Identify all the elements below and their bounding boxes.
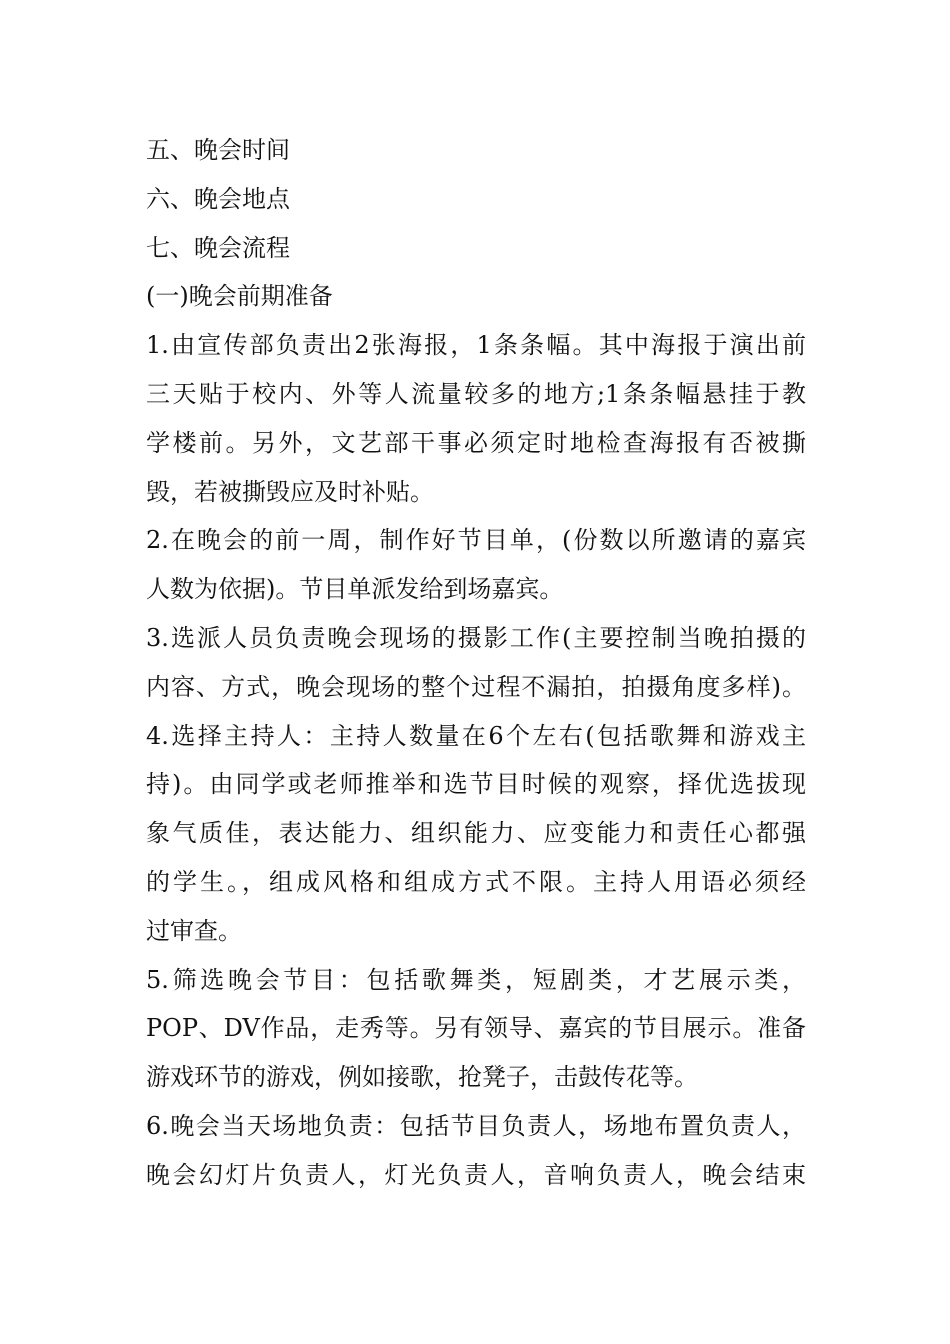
- paragraph-line: 2.在晚会的前一周，制作好节目单，(份数以所邀请的嘉宾: [146, 526, 806, 555]
- paragraph-line: 的学生。，组成风格和组成方式不限。主持人用语必须经: [146, 867, 806, 896]
- paragraph-line: 学楼前。另外，文艺部干事必须定时地检查海报有否被撕: [146, 428, 806, 457]
- paragraph-line: 过审查。: [146, 916, 242, 945]
- paragraph-line: 游戏环节的游戏，例如接歌，抢凳子，击鼓传花等。: [146, 1063, 698, 1092]
- paragraph-line: 6.晚会当天场地负责：包括节目负责人，场地布置负责人，: [146, 1111, 806, 1140]
- subsection-heading-preparation: (一)晚会前期准备: [146, 282, 333, 311]
- paragraph-line: 象气质佳，表达能力、组织能力、应变能力和责任心都强: [146, 819, 806, 848]
- paragraph-line: 内容、方式，晚会现场的整个过程不漏拍，拍摄角度多样)。: [146, 672, 806, 701]
- paragraph-line: 持)。由同学或老师推举和选节目时候的观察，择优选拔现: [146, 770, 806, 799]
- paragraph-line: 三天贴于校内、外等人流量较多的地方;1条条幅悬挂于教: [146, 379, 806, 408]
- document-body: [146, 126, 806, 1200]
- section-heading-time: 五、晚会时间: [146, 136, 290, 164]
- paragraph-line: 1.由宣传部负责出2张海报，1条条幅。其中海报于演出前: [146, 331, 806, 360]
- section-heading-process: 七、晚会流程: [146, 233, 290, 262]
- section-heading-venue: 六、晚会地点: [146, 184, 290, 213]
- paragraph-line: 毁，若被撕毁应及时补贴。: [146, 477, 434, 506]
- paragraph-line: POP、DV作品，走秀等。另有领导、嘉宾的节目展示。准备: [146, 1014, 806, 1043]
- paragraph-line: 人数为依据)。节目单派发给到场嘉宾。: [146, 575, 564, 604]
- paragraph-line: 3.选派人员负责晚会现场的摄影工作(主要控制当晚拍摄的: [146, 623, 806, 652]
- paragraph-line: 晚会幻灯片负责人，灯光负责人，音响负责人，晚会结束: [146, 1160, 806, 1189]
- paragraph-line: 4.选择主持人：主持人数量在6个左右(包括歌舞和游戏主: [146, 721, 806, 750]
- paragraph-line: 5.筛选晚会节目：包括歌舞类，短剧类，才艺展示类，: [146, 965, 806, 994]
